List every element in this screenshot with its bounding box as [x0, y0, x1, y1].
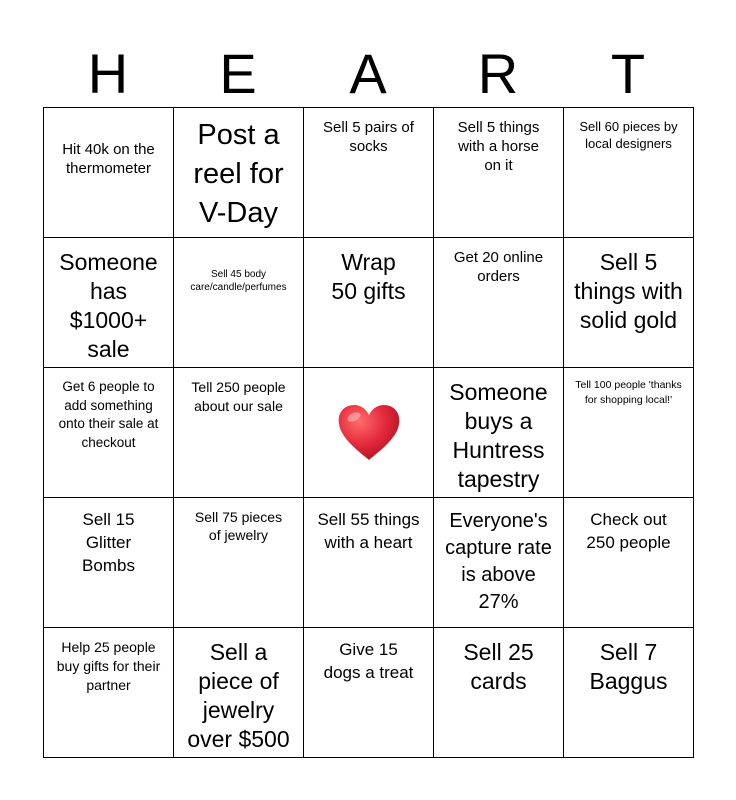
free-space[interactable] — [304, 368, 434, 498]
bingo-cell[interactable] — [434, 368, 564, 498]
cell-text: Tell 100 people 'thanks for shopping local!' — [575, 379, 682, 406]
cell-text: Sell 45 body care/candle/perfumes — [190, 269, 287, 293]
header-letter-t: T — [610, 42, 646, 105]
bingo-cell[interactable] — [174, 368, 304, 498]
cell-text: Sell 7 Baggus — [589, 639, 668, 694]
bingo-header — [43, 40, 693, 108]
bingo-cell[interactable] — [304, 108, 434, 238]
bingo-cell[interactable] — [174, 498, 304, 628]
cell-text: Sell 5 pairs of socks — [323, 119, 414, 155]
header-letter-e: E — [219, 42, 257, 105]
bingo-cell[interactable] — [564, 628, 694, 758]
cell-text: Someone buys a Huntress tapestry — [449, 379, 548, 492]
cell-text: Wrap 50 gifts — [331, 249, 406, 304]
cell-text: Sell a piece of jewelry over $500 — [187, 639, 290, 752]
cell-text: Get 20 online orders — [453, 249, 544, 285]
cell-text: Sell 75 pieces of jewelry — [194, 509, 283, 543]
cell-text: Sell 5 things with solid gold — [574, 249, 683, 333]
bingo-cell[interactable] — [434, 238, 564, 368]
bingo-cell[interactable] — [564, 368, 694, 498]
bingo-cell[interactable] — [564, 238, 694, 368]
bingo-cell[interactable] — [434, 108, 564, 238]
cell-text: Give 15 dogs a treat — [323, 640, 414, 682]
bingo-cell[interactable] — [44, 238, 174, 368]
bingo-cell[interactable] — [434, 498, 564, 628]
heart-icon — [337, 404, 401, 462]
bingo-card-grid — [43, 107, 694, 758]
bingo-cell[interactable] — [44, 108, 174, 238]
header-letter-h: H — [87, 42, 129, 105]
cell-text: Get 6 people to add something onto their sale at checkout — [58, 379, 159, 450]
cell-text: Help 25 people buy gifts for their partner — [56, 639, 161, 693]
bingo-cell[interactable] — [44, 628, 174, 758]
bingo-cell[interactable] — [564, 108, 694, 238]
bingo-cell[interactable] — [304, 628, 434, 758]
bingo-cell[interactable] — [174, 238, 304, 368]
bingo-cell[interactable] — [44, 368, 174, 498]
bingo-cell[interactable] — [44, 498, 174, 628]
cell-text: Sell 5 things with a horse on it — [457, 119, 540, 174]
cell-text: Sell 55 things with a heart — [317, 510, 420, 552]
header-letter-a: A — [349, 42, 387, 105]
bingo-cell[interactable] — [304, 498, 434, 628]
cell-text: Everyone's capture rate is above 27% — [445, 510, 552, 613]
cell-text: Post a reel for V-Day — [193, 119, 284, 229]
cell-text: Sell 15 Glitter Bombs — [82, 510, 135, 575]
cell-text: Hit 40k on the thermometer — [62, 141, 155, 177]
header-letter-r: R — [477, 42, 519, 105]
bingo-cell[interactable] — [304, 238, 434, 368]
bingo-cell[interactable] — [564, 498, 694, 628]
cell-text: Someone has $1000+ sale — [59, 249, 158, 362]
cell-text: Tell 250 people about our sale — [191, 379, 286, 414]
bingo-cell[interactable] — [174, 108, 304, 238]
cell-text: Check out 250 people — [586, 510, 671, 552]
cell-text: Sell 25 cards — [463, 639, 534, 694]
cell-text: Sell 60 pieces by local designers — [579, 119, 678, 151]
bingo-cell[interactable] — [174, 628, 304, 758]
bingo-cell[interactable] — [434, 628, 564, 758]
